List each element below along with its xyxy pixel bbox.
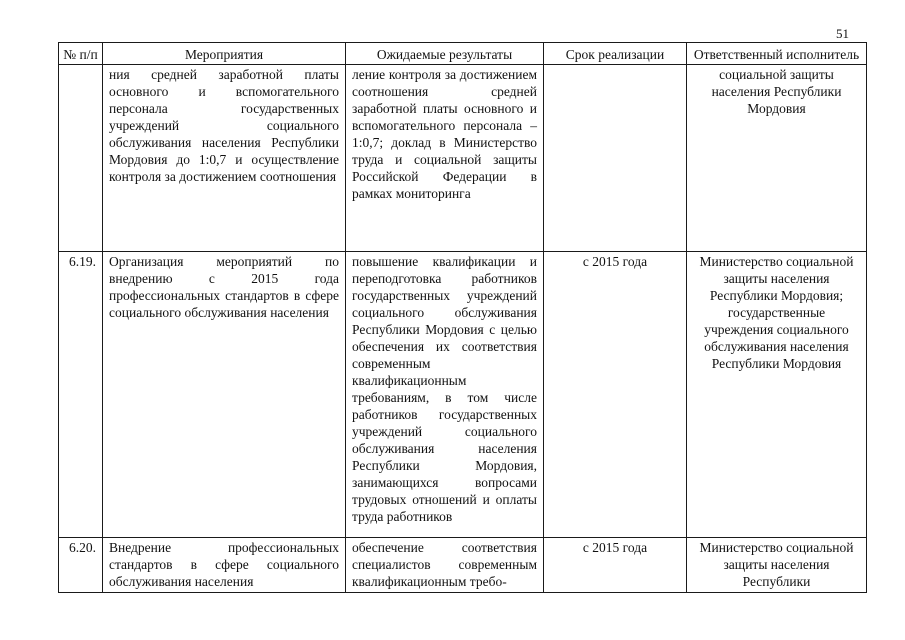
row-executor: социальной защиты населения Республики Мордовия xyxy=(687,65,867,252)
row-executor: Министерство социальной защиты населения Республики Мордовия; государственные учреждения социального обслуживания населения Республики Мордовия xyxy=(687,252,867,538)
row-number xyxy=(59,65,103,252)
row-term: с 2015 года xyxy=(544,538,687,593)
row-number: 6.20. xyxy=(59,538,103,593)
row-result: ление контроля за достижением соотношения средней заработной платы основного и вспомогательного персонала – 1:0,7; доклад в Министерство труда и социальной защиты Российской Федерации в рамках мониторинга xyxy=(346,65,544,252)
row-measure: Внедрение профессиональных стандартов в сфере социального обслуживания населения xyxy=(103,538,346,593)
column-header-executor: Ответственный исполнитель xyxy=(687,43,867,65)
table-row xyxy=(59,252,867,538)
row-measure: ния средней заработной платы основного и вспомогательного персонала государственных учреждений социального обслуживания населения Республики Мордовия до 1:0,7 и осуществление контроля за достижением соотношения xyxy=(103,65,346,252)
row-term: с 2015 года xyxy=(544,252,687,538)
table-row xyxy=(59,538,867,593)
measures-table xyxy=(58,42,867,593)
row-measure: Организация мероприятий по внедрению с 2015 года профессиональных стандартов в сфере социального обслуживания населения xyxy=(103,252,346,538)
row-result: повышение квалификации и переподготовка работников государственных учреждений социального обслуживания Республики Мордовия с целью обеспечения их соответствия современным квалификационным требованиям, в том числе работников государственных учреждений социального обслуживания населения Республики Мордовия, занимающихся вопросами трудовых отношений и оплаты труда работников xyxy=(346,252,544,538)
table-header-row xyxy=(59,43,867,65)
column-header-results: Ожидаемые результаты xyxy=(346,43,544,65)
row-term xyxy=(544,65,687,252)
column-header-term: Срок реализации xyxy=(544,43,687,65)
column-header-number: № п/п xyxy=(59,43,103,65)
page-number: 51 xyxy=(836,26,849,41)
table-row xyxy=(59,65,867,252)
row-number: 6.19. xyxy=(59,252,103,538)
row-executor: Министерство социальной защиты населения Республики xyxy=(687,538,867,593)
column-header-measures: Мероприятия xyxy=(103,43,346,65)
row-result: обеспечение соответствия специалистов современным квалификационным требо- xyxy=(346,538,544,593)
